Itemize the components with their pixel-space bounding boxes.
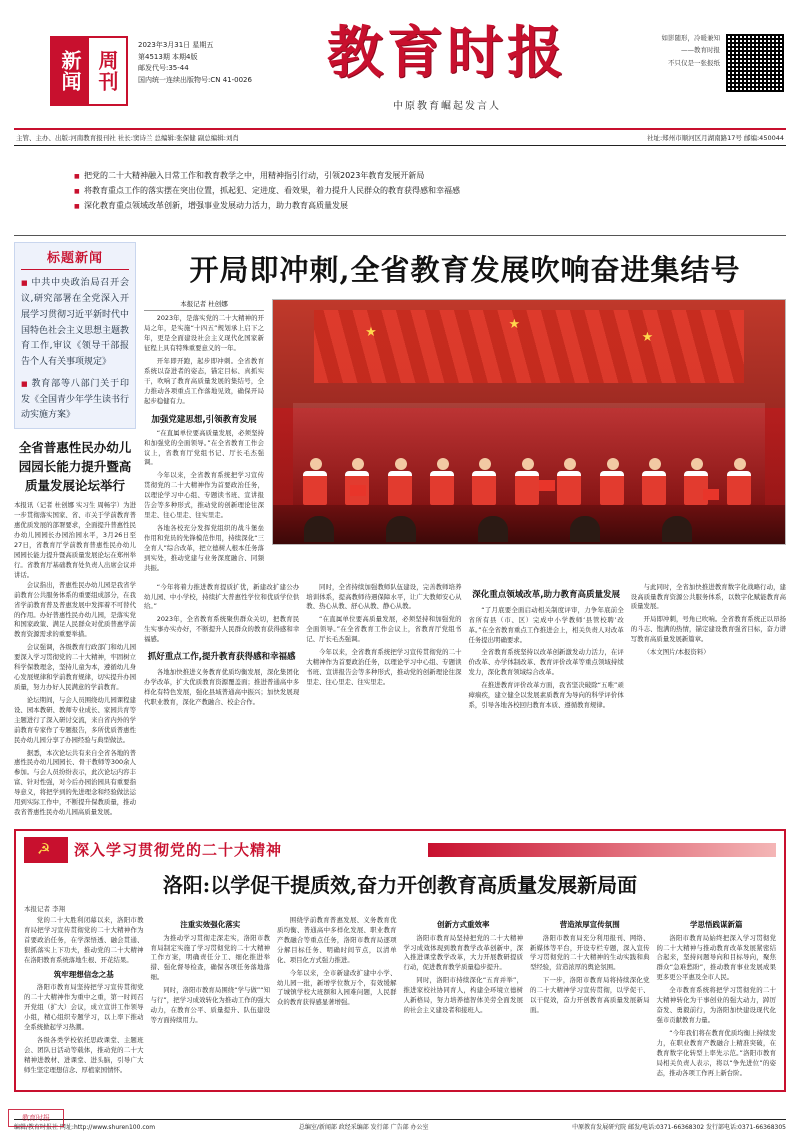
divider-thin-2 (14, 235, 786, 236)
qr-caption-line2: ——教育时报 (681, 46, 720, 55)
imprint-right: 社址:郑州市顺河区月湖南路17号 邮编:450044 (646, 134, 784, 142)
title-block (258, 20, 636, 112)
content-area (14, 242, 786, 821)
page-footer (14, 1119, 786, 1133)
lead-text (144, 314, 264, 406)
paragraph: 同时，全省持续加强教师队伍建设，完善教师培养培训体系，提高教师待遇保障水平，让广大教师安心从教、热心从教、舒心从教、静心从教。 (306, 582, 462, 611)
paragraph: 各地加快推进义务教育优质均衡发展，深化集团化办学改革，扩大优质教育资源覆盖面；推进普通高中多样化有特色发展，强化县域普通高中振兴；加快发展现代职业教育，深化产教融合、校企合作。 (144, 668, 300, 707)
qr-area (636, 32, 786, 94)
paragraph: 各地各校充分发挥党组织的战斗堡垒作用和党员的先锋模范作用，持续深化“三全育人”综合改革，把立德树人根本任务落到实处，推动党建与业务深度融合、同频共振。 (144, 523, 264, 572)
paragraph: 据悉，本次论坛共有来自全省各地的普惠性民办幼儿园园长、骨干教师等300余人参加。与会人员纷纷表示，此次论坛内容丰富、针对性强，对今后办园治园具有重要指导意义，将把学到的先进理念和经验做法运用到实际工作中，不断提升保教质量，推动我省普惠性民办幼儿园高质量发展。 (14, 748, 136, 817)
lead-byline: 本报记者 杜创娜 (144, 299, 264, 311)
paragraph: 全省教育系统坚持以改革创新激发动力活力，在评价改革、办学体制改革、教育评价改革等重点领域持续发力，深化教育领域综合改革。 (468, 648, 624, 677)
paragraph: 各级各类学校依托思政课堂、主题班会、团队日活动等载体，推动党的二十大精神进教材、进课堂、进头脑，引导广大师生坚定理想信念、厚植家国情怀。 (24, 1035, 144, 1074)
imprint-left: 主管、主办、出版:河南教育报刊社 社长:窦诗兰 总编辑:张保健 副总编辑:刘肖 (16, 134, 239, 142)
sidebar-article-headline[interactable]: 全省普惠性民办幼儿园园长能力提升暨高质量发展论坛举行 (18, 440, 132, 493)
paper-title: 教育时报 (327, 20, 567, 86)
bullet-item: ■ 深化教育重点领域改革创新，增强事业发展动力活力，助力教育高质量发展 (74, 199, 726, 214)
lead-column (144, 299, 264, 576)
lead-bullets (14, 162, 786, 219)
paragraph: 洛阳市教育局坚持把党的二十大精神学习成效体现到教育教学改革创新中，深入推进课堂教学改革，大力开展教研提质行动，促进教育教学质量稳步提升。 (403, 933, 523, 972)
sidebar-byline: 本报讯（记者 杜创娜 实习生 周畅宇）为进一步贯彻落实国家、省、市关于学前教育普惠优质发展的部署要求，全面提升普惠性民办幼儿园园长办园治园水平，3月26日至27日，省教育厅学前教育普惠性民办幼儿园园长能力提升暨高质量发展论坛在郑州举行。省教育厅基础教育处负责人出席会议并讲话。 (14, 501, 136, 579)
divider-thin (14, 145, 786, 146)
sidebar-body (14, 581, 136, 818)
paragraph: 会议强调，各级教育行政部门和幼儿园要深入学习贯彻党的二十大精神，牢固树立科学保教理念，坚持儿童为本，遵循幼儿身心发展规律和学前教育规律，切实提升办园质量，努力办好人民满意的学前教育。 (14, 643, 136, 691)
section-head-3: 深化重点领域改革,助力教育高质量发展 (472, 589, 620, 600)
star-icon: ★ (508, 317, 521, 333)
paragraph: “今年将着力推进教育提质扩优，新建改扩建公办幼儿园、中小学校，持续扩大普惠性学位和优质学位供给。” (144, 582, 300, 611)
qr-caption (660, 32, 720, 69)
feature-subhead: 学思悟践谋新篇 (690, 919, 743, 929)
feature-column-6 (657, 916, 777, 1082)
postal-code: 邮发代号:35-44 (138, 64, 189, 73)
headline-news-item[interactable]: ■ 中共中央政治局召开会议,研究部署在全党深入开展学习贯彻习近平新时代中国特色社会主义思想主题教育工作,审议《领导干部报告个人有关事项规定》 (21, 276, 129, 371)
publication-logo (50, 36, 128, 106)
main-headline[interactable]: 开局即冲刺,全省教育发展吹响奋进集结号 (189, 253, 741, 288)
paragraph: 洛阳市教育局坚持把学习宣传贯彻党的二十大精神作为重中之重，第一时间召开党组（扩大）会议，成立宣讲工作领导小组，精心组织专题学习，以上率下推动全系统掀起学习热潮。 (24, 983, 144, 1031)
paragraph: 在推进教育评价改革方面，我省坚决破除“五唯”顽瘴痼疾，建立健全以发展素质教育为导向的科学评价体系，引导各地各校回归教育本质、遵循教育规律。 (468, 681, 624, 710)
section-head-1: 加强党建思想,引领教育发展 (151, 414, 257, 425)
footer-center: 总编室∕新闻部 政经采编部 发行部 广告部 办公室 (298, 1124, 429, 1131)
logo-right-text: 周刊 (89, 38, 126, 104)
feature-box (14, 829, 786, 1092)
feature-column-4 (404, 916, 524, 1082)
feature-subhead: 筑牢理想信念之基 (53, 969, 114, 979)
party-emblem-icon (24, 837, 68, 863)
paragraph: 2023年，是落实党的二十大精神的开局之年，是实施“十四五”规划承上启下之年，更是全面建设社会主义现代化国家新征程上具有特殊重要意义的一年。 (144, 314, 264, 353)
cn-number: 国内统一连续出版物号:CN 41-0026 (138, 75, 252, 84)
masthead (14, 6, 786, 124)
issue-info (138, 40, 258, 86)
paragraph: 开局即冲刺，号角已吹响。全省教育系统正以昂扬的斗志、饱满的热情，锚定建设教育强省目标，奋力谱写教育高质量发展新篇章。 (630, 615, 786, 644)
main-body-columns (144, 583, 786, 714)
feature-column-5 (530, 916, 650, 1082)
paper-slogan: 中原教育崛起发言人 (393, 100, 501, 112)
paragraph: 党的二十大胜利闭幕以来，洛阳市教育局把学习宣传贯彻党的二十大精神作为首要政治任务，在学深悟透、融会贯通、狠抓落实上下功夫，推动党的二十大精神在洛阳教育系统落地生根、开花结果。 (24, 915, 144, 964)
bullet-item: ■ 把党的二十大精神融入日常工作和教育教学之中，用精神指引行动，引领2023年教育发展开新局 (74, 169, 726, 184)
feature-column-2 (151, 916, 271, 1082)
feature-subhead: 创新方式重效率 (437, 919, 490, 929)
qr-caption-line3: 不只仅是一张报纸 (668, 58, 720, 67)
headline-news-item[interactable]: ■ 教育部等八部门关于印发《全国青少年学生读书行动实施方案》 (21, 377, 129, 424)
paragraph: “在直属单位要高质量发展，必须坚持和加强党的全面领导。”在全省教育工作会议上，省教育厅党组书记、厅长毛杰强调。 (306, 615, 462, 644)
section-head-2: 抓好重点工作,提升教育获得感和幸福感 (147, 652, 296, 663)
issue-number: 第4513期 本期4版 (138, 52, 198, 61)
audience-row (273, 505, 785, 544)
headline-news-title: 标题新闻 (21, 247, 129, 270)
star-icon: ★ (365, 324, 377, 340)
paragraph: 同时，洛阳市教育局围绕“学与做”“知与行”，把学习成效转化为推动工作的强大动力，在教育公平、质量提升、队伍建设等方面持续用力。 (150, 986, 270, 1024)
paragraph: 洛阳市教育局始终把深入学习贯彻党的二十大精神与推动教育改革发展紧密结合起来，坚持问题导向和目标导向，聚焦群众“急难愁盼”，推动教育事业发展成果更多更公平惠及全市人民。 (656, 933, 776, 982)
body-column-1 (144, 583, 299, 714)
feature-headline[interactable]: 洛阳:以学促干提质效,奋力开创教育高质量发展新局面 (162, 872, 638, 897)
bullet-item: ■ 将教育重点工作的落实摆在突出位置，抓起犯、定进度、看效果，着力提升人民群众的教育获得感和幸福感 (74, 184, 726, 199)
photo-choir-performance (272, 299, 786, 545)
body-column-3 (469, 583, 624, 714)
headline-news-box (14, 242, 136, 429)
paragraph: 为推动学习贯彻走深走实，洛阳市教育局制定实施了学习贯彻党的二十大精神工作方案，明确责任分工、细化推进举措、强化督导检查，确保各项任务落地落细。 (150, 933, 270, 982)
paragraph: “今年我们将在教育优质均衡上持续发力，在职业教育产教融合上精准突破，在教育数字化转型上率先示范。”洛阳市教育局相关负责人表示，将以“争先进位”的姿态，推动各项工作再上新台阶。 (656, 1028, 776, 1077)
feature-byline: 本报记者 李翔 (24, 904, 66, 913)
imprint-bar (14, 130, 786, 145)
footer-left: 编辑∕教育时报社 网址:http://www.shuren100.com (14, 1124, 156, 1131)
paragraph: “了月底要全面启动相关制度评审，力争年底前全省所有县（市、区）完成中小学教师‘县管校聘’改革。”在全省教育重点工作推进会上，相关负责人对改革任务提出明确要求。 (468, 605, 624, 644)
paragraph: 2023年，全省教育系统聚焦群众关切，把教育民生实事办实办好，不断提升人民群众的教育获得感和幸福感。 (144, 615, 300, 644)
footer-top-row (14, 1120, 786, 1133)
paragraph: 围绕学前教育普惠发展、义务教育优质均衡、普通高中多样化发展、职业教育产教融合等重点任务，洛阳市教育局逐项分解目标任务、明确时间节点，以清单化、项目化方式强力推进。 (277, 915, 397, 964)
feature-columns (24, 916, 776, 1082)
paragraph: 今年以来，全省教育系统把学习宣传贯彻党的二十大精神作为首要政治任务，以理论学习中心组、专题读书班、宣讲报告会等多种形式，推动党的创新理论往深里走、往心里走、往实里走。 (306, 648, 462, 686)
left-sidebar (14, 242, 136, 821)
paragraph: “在直属单位要高质量发展，必须坚持和加强党的全面领导。”在全省教育工作会议上，省教育厅党组书记、厅长毛杰强调。 (144, 428, 264, 467)
paragraph: 全市教育系统将把学习贯彻党的二十大精神转化为干事创业的强大动力，踔厉奋发、勇毅前行，为洛阳加快建设现代化强市贡献教育力量。 (656, 986, 776, 1024)
paragraph: 与此同时，全省加快推进教育数字化战略行动，建设高质量教育资源公共服务体系，以数字化赋能教育高质量发展。 (630, 582, 786, 611)
feature-banner (24, 837, 776, 863)
paragraph: 同时，洛阳市持续深化“五育并举”，推进家校社协同育人，构建全环境立德树人新格局，努力培养德智体美劳全面发展的社会主义建设者和接班人。 (403, 976, 523, 1015)
section-1-body (144, 429, 264, 574)
logo-left-text: 新闻 (52, 38, 89, 104)
paragraph: 洛阳市教育局充分利用报刊、网络、新媒体等平台，开设专栏专题，深入宣传学习贯彻党的二十大精神的生动实践和典型经验，营造浓厚的舆论氛围。 (530, 933, 650, 972)
paragraph: 今年以来，全市新建改扩建中小学、幼儿园一批，新增学位数万个，有效缓解了城镇学校大班额和入园难问题，人民群众的教育获得感显著增强。 (277, 968, 397, 1007)
feature-column-3 (277, 916, 397, 1082)
issue-date: 2023年3月31日 星期五 (138, 41, 214, 49)
feature-subhead: 营造浓厚宣传氛围 (559, 919, 620, 929)
watermark-stamp: 教育时报 (8, 1109, 64, 1127)
feature-column-1 (24, 916, 144, 1082)
ribbon-decoration (428, 843, 776, 857)
qr-code-icon[interactable] (724, 32, 786, 94)
footer-right: 中原教育发展研究院 邮发∕电话:0371-66368302 发行部电话:0371-66368305 (572, 1124, 786, 1131)
body-column-4 (631, 583, 786, 714)
paragraph: 下一步，洛阳市教育局将持续深化党的二十大精神学习宣传贯彻，以学促干、以干促效，奋力开创教育高质量发展新局面。 (530, 976, 650, 1015)
flag-backdrop (314, 310, 744, 383)
paragraph: 开年即开跑，起步即冲刺。全省教育系统以奋进者的姿态，锚定目标、真抓实干，吹响了教育高质量发展的集结号，全力推动各项重点工作落地见效，确保开局起步稳健有力。 (144, 357, 264, 405)
body-column-2 (306, 583, 461, 714)
paragraph: 会议指出，普惠性民办幼儿园是我省学前教育公共服务体系的重要组成部分，在我省学前教育普及普惠发展中发挥着不可替代的作用。办好普惠性民办幼儿园，是落实党和国家政策、满足人民群众对优质普惠学前教育资源需求的重要举措。 (14, 580, 136, 639)
paragraph: 论坛期间，与会人员围绕幼儿园课程建设、园本教研、教师专业成长、家园共育等主题进行了深入研讨交流，来自省内外的学前教育专家作了专题报告，多所优质普惠性民办幼儿园分享了办园经验与典型做法。 (14, 695, 136, 744)
feature-subhead: 注重实效强化落实 (180, 919, 241, 929)
paragraph: （本文图片∕本报资料） (643, 648, 710, 657)
feature-banner-text: 深入学习贯彻党的二十大精神 (74, 841, 283, 860)
paragraph: 今年以来，全省教育系统把学习宣传贯彻党的二十大精神作为首要政治任务，以理论学习中心组、专题读书班、宣讲报告会等多种形式，推动党的创新理论往深里走、往心里走、往实里走。 (144, 471, 264, 520)
main-column (144, 242, 786, 821)
qr-caption-line1: 如影随形，冷暖兼知 (661, 34, 720, 42)
lead-and-photo (144, 299, 786, 576)
star-icon: ★ (641, 329, 654, 345)
